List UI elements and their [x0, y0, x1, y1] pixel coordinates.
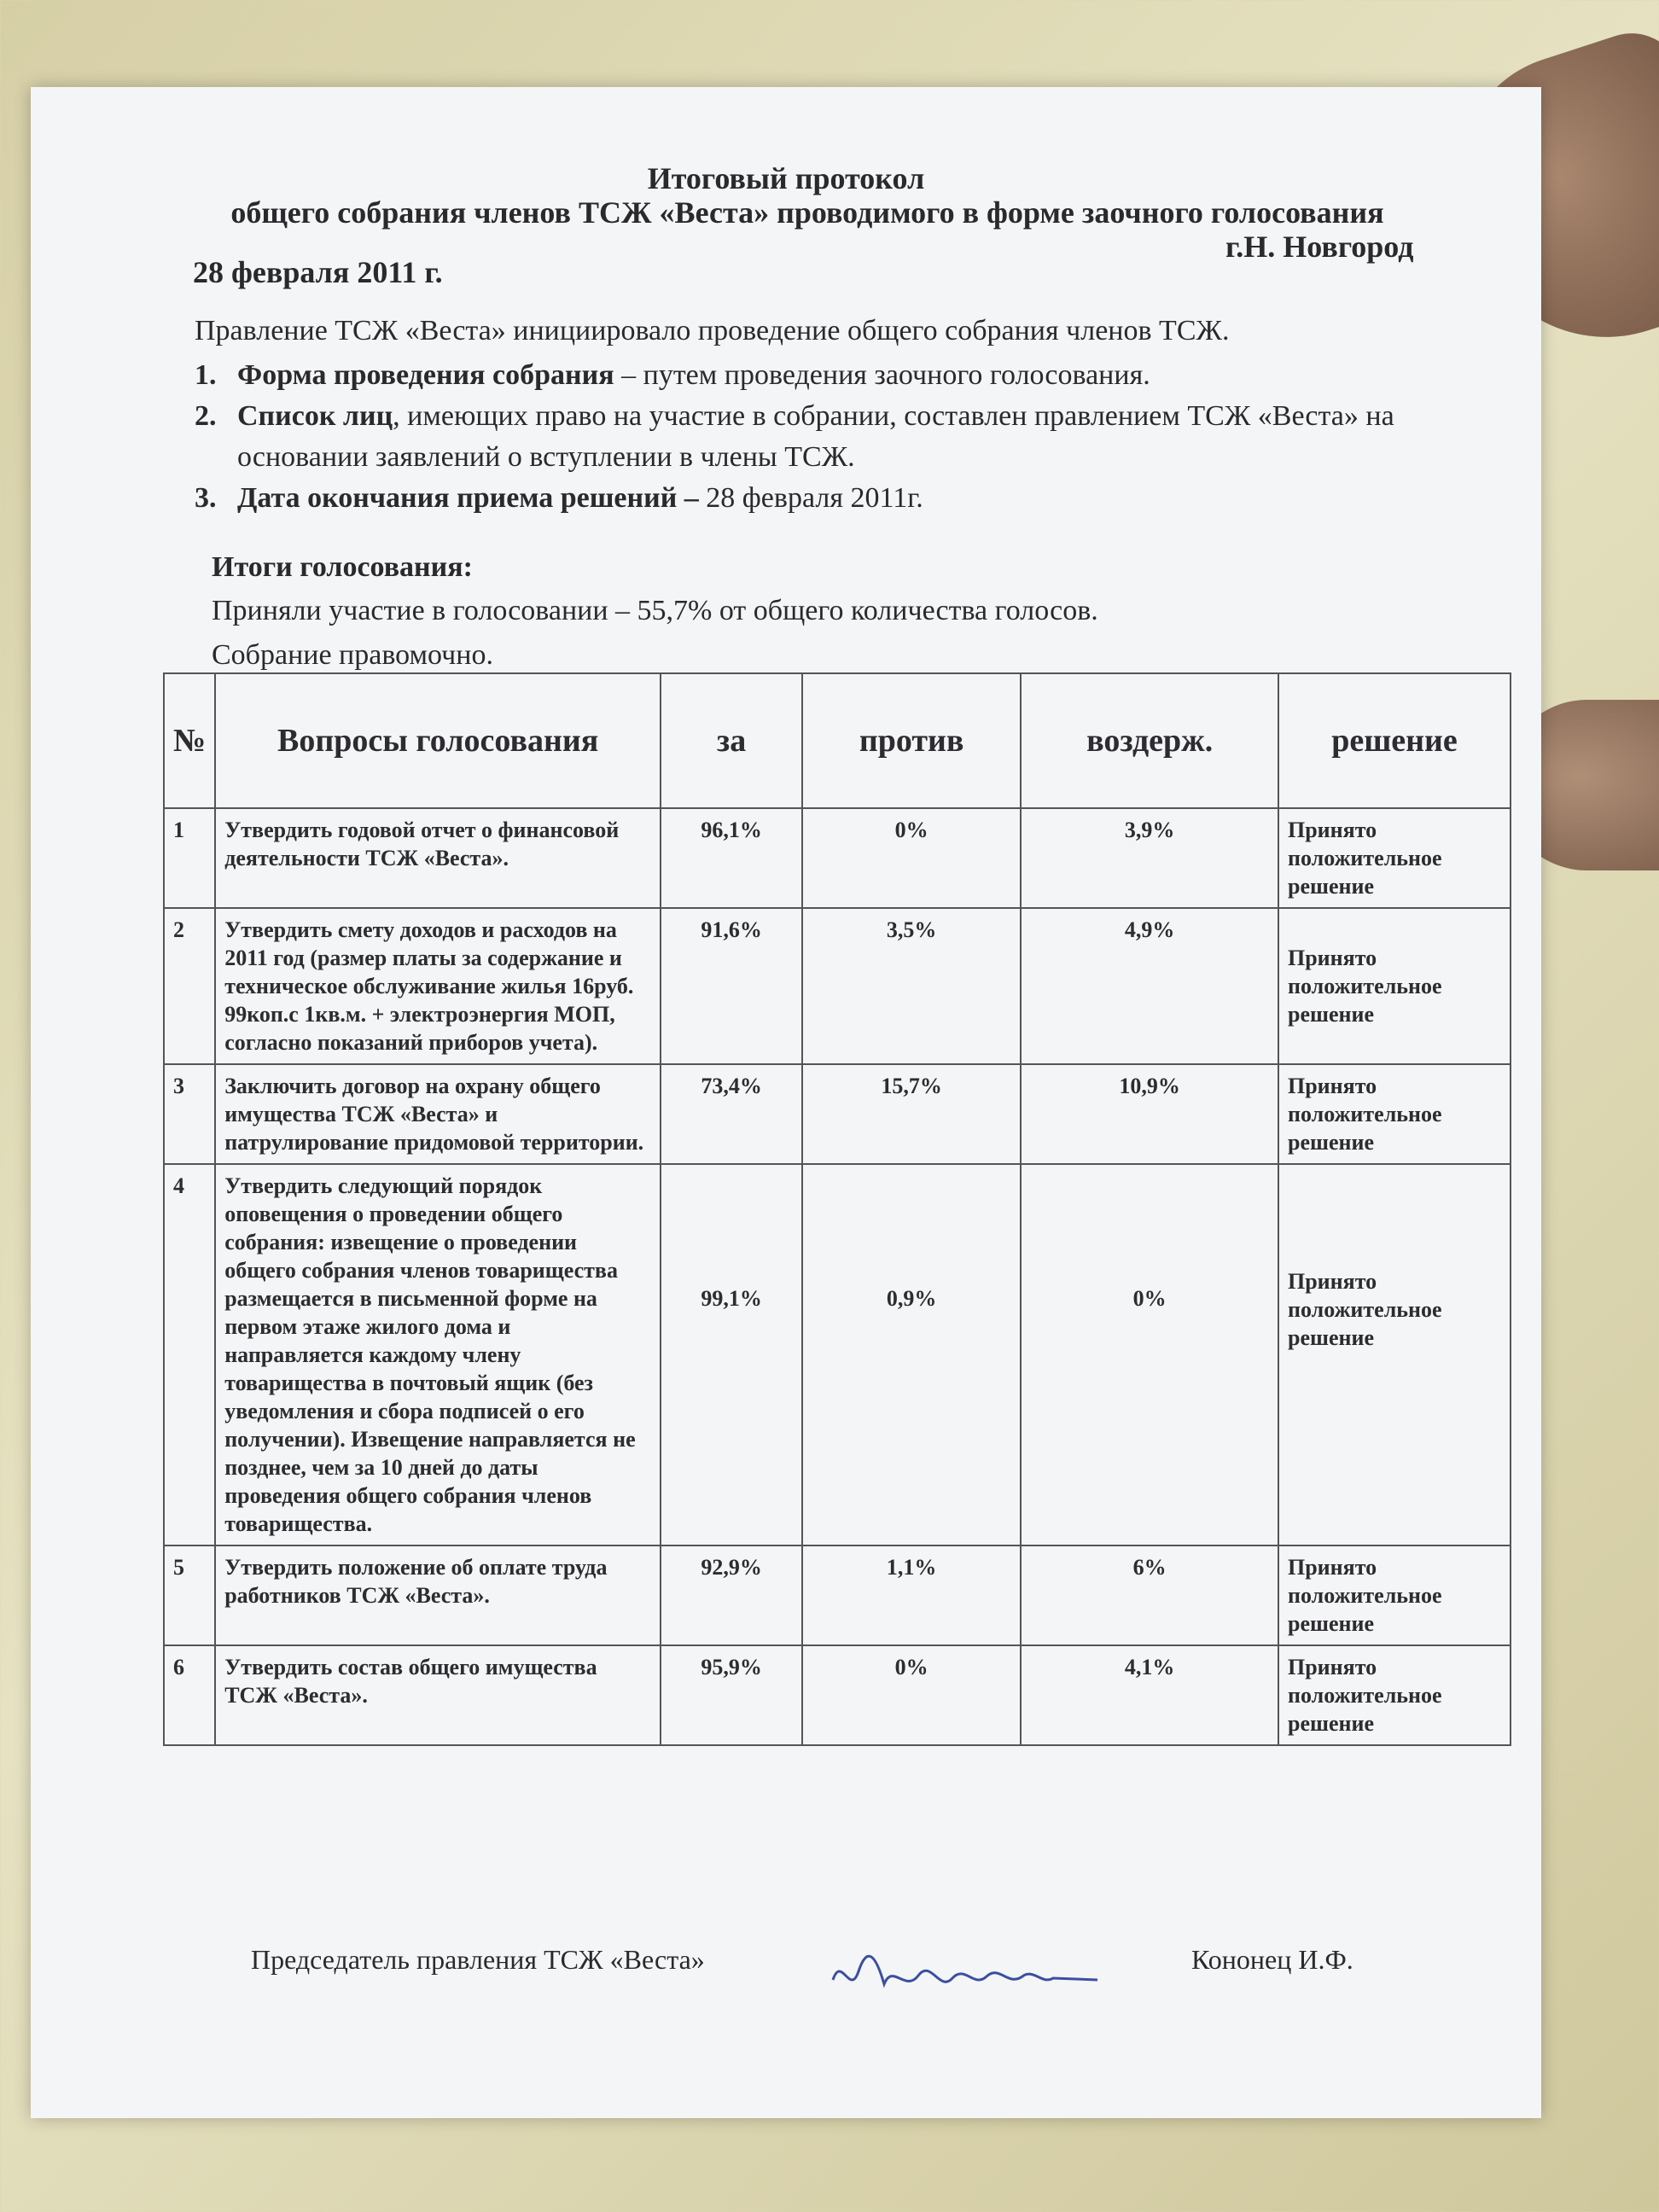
header-question: Вопросы голосования	[215, 673, 661, 808]
cell-for: 96,1%	[661, 808, 802, 908]
cell-abstain: 6%	[1021, 1545, 1278, 1645]
cell-number: 5	[164, 1545, 215, 1645]
cell-against: 3,5%	[802, 908, 1021, 1064]
list-item-text: 28 февраля 2011г.	[698, 482, 923, 514]
document-subtitle: общего собрания членов ТСЖ «Веста» проводимого в форме заочного голосования	[230, 195, 1384, 230]
cell-question: Утвердить годовой отчет о финансовой деятельности ТСЖ «Веста».	[215, 808, 661, 908]
list-item-title: Список лиц	[237, 400, 393, 432]
header-for: за	[661, 673, 802, 808]
cell-decision: Принято положительное решение	[1278, 1164, 1511, 1545]
list-item-number: 1.	[195, 359, 217, 391]
cell-decision: Принято положительное решение	[1278, 1064, 1511, 1164]
quorum-text: Собрание правомочно.	[212, 639, 493, 671]
cell-against: 0,9%	[802, 1164, 1021, 1545]
list-item	[195, 355, 1526, 396]
chairman-name: Кононец И.Ф.	[1191, 1944, 1353, 1975]
cell-for: 73,4%	[661, 1064, 802, 1164]
cell-for: 95,9%	[661, 1645, 802, 1745]
cell-decision: Принято положительное решение	[1278, 1545, 1511, 1645]
list-item	[195, 396, 1526, 478]
cell-abstain: 10,9%	[1021, 1064, 1278, 1164]
cell-against: 1,1%	[802, 1545, 1021, 1645]
table-header-row	[164, 673, 1511, 808]
header-decision: решение	[1278, 673, 1511, 808]
cell-against: 15,7%	[802, 1064, 1021, 1164]
cell-against: 0%	[802, 1645, 1021, 1745]
cell-question: Утвердить положение об оплате труда работников ТСЖ «Веста».	[215, 1545, 661, 1645]
table-row	[164, 808, 1511, 908]
cell-question: Заключить договор на охрану общего имущества ТСЖ «Веста» и патрулирование придомовой территории.	[215, 1064, 661, 1164]
list-item-text: , имеющих право на участие в собрании, составлен правлением ТСЖ «Веста» на основании заявлений о вступлении в члены ТСЖ.	[237, 400, 1394, 473]
handwritten-signature	[824, 1946, 1106, 2005]
participation-text: Приняли участие в голосовании – 55,7% от общего количества голосов.	[212, 595, 1098, 626]
cell-decision: Принято положительное решение	[1278, 908, 1511, 1064]
cell-number: 6	[164, 1645, 215, 1745]
cell-abstain: 0%	[1021, 1164, 1278, 1545]
results-heading: Итоги голосования:	[212, 551, 473, 583]
document-date: 28 февраля 2011 г.	[193, 255, 443, 289]
cell-against: 0%	[802, 808, 1021, 908]
cell-decision: Принято положительное решение	[1278, 808, 1511, 908]
info-list	[195, 355, 1526, 519]
list-item-title: Дата окончания приема решений –	[237, 482, 699, 514]
cell-number: 2	[164, 908, 215, 1064]
cell-for: 99,1%	[661, 1164, 802, 1545]
document-city: г.Н. Новгород	[1225, 230, 1414, 264]
list-item	[195, 478, 1526, 519]
intro-text: Правление ТСЖ «Веста» инициировало проведение общего собрания членов ТСЖ.	[195, 315, 1230, 346]
cell-question: Утвердить следующий порядок оповещения о проведении общего собрания: извещение о проведении общего собрания членов товарищества размещается в письменной форме на первом этаже жилого дома и направляется каждому члену товарищества в почтовый ящик (без уведомления и сбора подписей о его получении). Извещение направляется не позднее, чем за 10 дней до даты проведения общего собрания членов товарищества.	[215, 1164, 661, 1545]
list-item-title: Форма проведения собрания	[237, 359, 614, 391]
cell-question: Утвердить смету доходов и расходов на 2011 год (размер платы за содержание и техническое обслуживание жилья 16руб. 99коп.с 1кв.м. + электроэнергия МОП, согласно показаний приборов учета).	[215, 908, 661, 1064]
table-row	[164, 1645, 1511, 1745]
cell-decision: Принято положительное решение	[1278, 1645, 1511, 1745]
cell-for: 92,9%	[661, 1545, 802, 1645]
table-row	[164, 1064, 1511, 1164]
list-item-number: 3.	[195, 482, 217, 514]
list-item-text: – путем проведения заочного голосования.	[614, 359, 1150, 391]
cell-abstain: 4,1%	[1021, 1645, 1278, 1745]
header-abstain: воздерж.	[1021, 673, 1278, 808]
cell-question: Утвердить состав общего имущества ТСЖ «Веста».	[215, 1645, 661, 1745]
table-row	[164, 908, 1511, 1064]
chairman-position: Председатель правления ТСЖ «Веста»	[251, 1944, 705, 1975]
cell-number: 3	[164, 1064, 215, 1164]
header-against: против	[802, 673, 1021, 808]
document-title: Итоговый протокол	[647, 161, 925, 195]
table-row	[164, 1164, 1511, 1545]
cell-abstain: 4,9%	[1021, 908, 1278, 1064]
table-row	[164, 1545, 1511, 1645]
cell-number: 4	[164, 1164, 215, 1545]
voting-table	[163, 672, 1511, 1746]
list-item-number: 2.	[195, 400, 217, 432]
header-number: №	[164, 673, 215, 808]
cell-number: 1	[164, 808, 215, 908]
cell-for: 91,6%	[661, 908, 802, 1064]
document-page	[31, 87, 1541, 2118]
cell-abstain: 3,9%	[1021, 808, 1278, 908]
